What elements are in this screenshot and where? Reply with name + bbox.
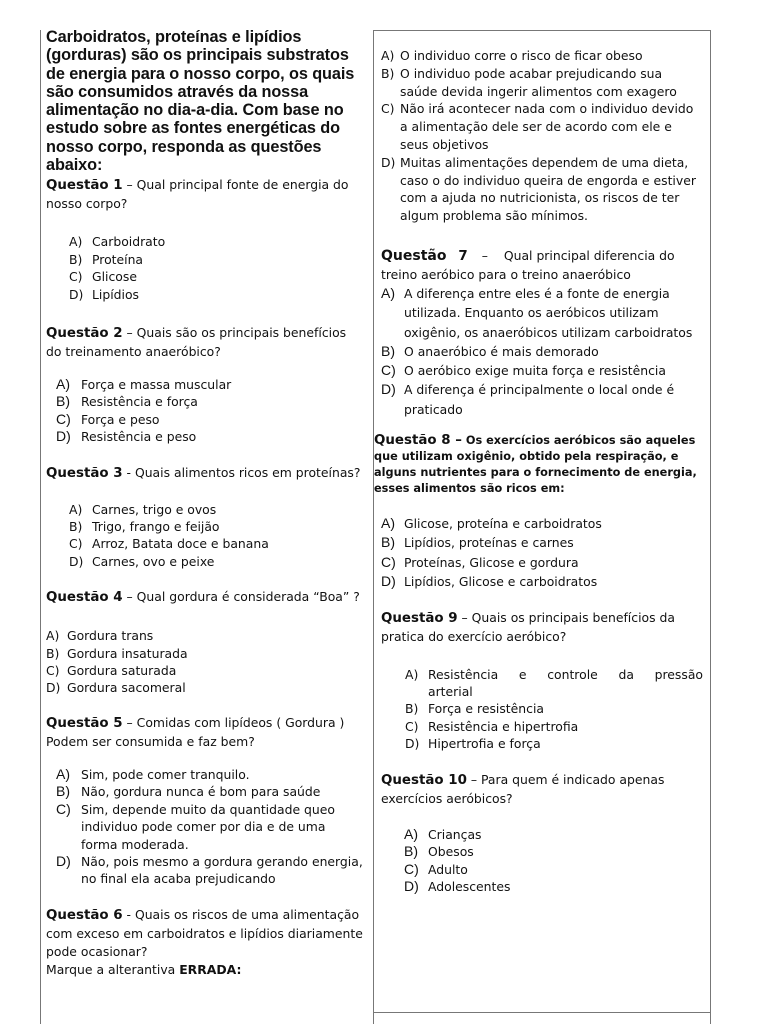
- option-4b[interactable]: [46, 645, 364, 662]
- option-7b[interactable]: [381, 342, 703, 361]
- question-7-text: Qual principal diferencia do treino aeróbico para o treino anaeróbico: [381, 247, 675, 282]
- option-8d[interactable]: [381, 572, 703, 591]
- question-3-label: Questão 3: [46, 465, 123, 481]
- option-text: Proteínas, Glicose e gordura: [404, 554, 579, 570]
- option-marker: D): [56, 852, 71, 869]
- question-1: [46, 176, 364, 213]
- option-9d[interactable]: [381, 735, 703, 752]
- option-text: Sim, depende muito da quantidade queo individuo pode comer por dia e de uma forma moderada.: [81, 801, 335, 852]
- frame-line-right: [710, 30, 711, 1024]
- frame-line-left: [40, 30, 41, 1024]
- option-marker: C): [405, 718, 419, 734]
- question-6-text: - Quais os riscos de uma alimentação com exceso em carboidratos e lipídios diariamente pode ocasionar?: [46, 906, 363, 959]
- question-9-label: Questão 9: [381, 610, 458, 626]
- option-marker: D): [404, 877, 419, 894]
- left-column: [46, 28, 364, 979]
- option-4c[interactable]: [46, 662, 364, 679]
- option-1a[interactable]: [46, 233, 364, 250]
- option-4a[interactable]: [46, 627, 364, 644]
- option-5c[interactable]: [46, 801, 364, 853]
- option-marker: A): [46, 628, 60, 644]
- option-marker: B): [56, 783, 70, 800]
- option-text: Carnes, trigo e ovos: [92, 501, 217, 517]
- option-text: O individuo pode acabar prejudicando sua saúde devida ingerir alimentos com exagero: [400, 65, 677, 99]
- question-4-label: Questão 4: [46, 590, 123, 606]
- option-text: Glicose: [92, 269, 137, 285]
- option-marker: B): [381, 342, 395, 359]
- option-text: Gordura trans: [67, 628, 154, 644]
- option-text: Carboidrato: [92, 234, 166, 250]
- option-text: O anaeróbico é mais demorado: [404, 343, 599, 359]
- option-marker: C): [381, 101, 395, 117]
- option-4d[interactable]: [46, 679, 364, 696]
- option-marker: D): [381, 381, 396, 398]
- option-text: Adulto: [428, 861, 468, 877]
- option-9c[interactable]: [381, 718, 703, 735]
- right-column: [374, 47, 703, 895]
- option-text: O aeróbico exige muita força e resistência: [404, 363, 666, 379]
- option-marker: A): [69, 501, 83, 517]
- option-text: Gordura insaturada: [67, 645, 188, 661]
- option-5d[interactable]: [46, 853, 364, 888]
- question-6-options: [381, 47, 703, 225]
- option-marker: D): [46, 680, 61, 696]
- option-marker: B): [46, 645, 60, 661]
- option-marker: C): [56, 800, 71, 817]
- option-marker: A): [69, 234, 83, 250]
- option-7d[interactable]: [381, 380, 703, 419]
- option-marker: D): [405, 736, 420, 752]
- option-text: Resistência e força: [81, 394, 198, 410]
- option-marker: A): [381, 515, 395, 532]
- option-6a[interactable]: [381, 47, 703, 65]
- question-1-text: – Qual principal fonte de energia do nosso corpo?: [46, 177, 349, 212]
- option-10a[interactable]: [381, 826, 703, 843]
- option-3d[interactable]: [46, 553, 364, 570]
- option-2b[interactable]: [46, 393, 364, 410]
- option-7a[interactable]: [381, 284, 703, 342]
- option-text: Força e resistência: [428, 701, 544, 717]
- question-3-options: [46, 501, 364, 571]
- option-5b[interactable]: [46, 783, 364, 800]
- instruction-emphasis: ERRADA:: [179, 961, 242, 977]
- option-marker: C): [381, 362, 396, 379]
- option-10c[interactable]: [381, 861, 703, 878]
- option-marker: B): [405, 701, 419, 717]
- option-text: Proteína: [92, 251, 144, 267]
- question-7-dash: –: [481, 247, 488, 263]
- question-8-text: Os exercícios aeróbicos são aqueles que utilizam oxigênio, obtido pela respiração, e alguns nutrientes para o fornecimento de energia, esses alimentos são ricos em:: [374, 434, 697, 496]
- option-10b[interactable]: [381, 843, 703, 860]
- question-5-options: [46, 766, 364, 888]
- option-1c[interactable]: [46, 268, 364, 285]
- question-1-options: [46, 233, 364, 303]
- option-marker: A): [56, 765, 70, 782]
- option-marker: C): [46, 663, 60, 679]
- option-marker: B): [69, 519, 83, 535]
- option-3b[interactable]: [46, 518, 364, 535]
- option-text: Não, gordura nunca é bom para saúde: [81, 784, 321, 800]
- option-text: Força e peso: [81, 411, 160, 427]
- option-text: Carnes, ovo e peixe: [92, 553, 215, 569]
- question-10-text: – Para quem é indicado apenas exercícios aeróbicos?: [381, 771, 665, 806]
- option-marker: B): [381, 65, 395, 81]
- question-10-options: [381, 826, 703, 896]
- question-6-instruction: [46, 961, 364, 979]
- question-9: [381, 609, 703, 646]
- option-marker: C): [404, 860, 419, 877]
- option-text: Sim, pode comer tranquilo.: [81, 766, 250, 782]
- option-text: Adolescentes: [428, 878, 511, 894]
- question-9-text: – Quais os principais benefícios da pratica do exercício aeróbico?: [381, 609, 675, 644]
- question-7-label: Questão: [381, 247, 447, 264]
- option-marker: D): [381, 154, 396, 170]
- option-text: Gordura saturada: [67, 663, 177, 679]
- question-3-text: - Quais alimentos ricos em proteínas?: [122, 464, 361, 480]
- option-6c[interactable]: [381, 100, 703, 153]
- option-1d[interactable]: [46, 286, 364, 303]
- option-marker: C): [56, 410, 71, 427]
- option-marker: A): [404, 825, 418, 842]
- question-7-number: 7: [458, 248, 468, 264]
- option-text: Resistência e hipertrofia: [428, 718, 579, 734]
- question-8-options: [381, 514, 703, 592]
- option-text: Hipertrofia e força: [428, 736, 541, 752]
- option-text: Lipídios, Glicose e carboidratos: [404, 574, 598, 590]
- option-9a[interactable]: [381, 666, 703, 701]
- intro-text: Carboidratos, proteínas e lipídios (gorduras) são os principais substratos de energia para o nosso corpo, os quais são consumidos através da nossa alimentação no dia-a-dia. Com base no estudo sobre as fontes energéticas do nosso corpo, responda as questões abaixo:: [46, 28, 355, 175]
- option-text: Glicose, proteína e carboidratos: [404, 516, 602, 532]
- option-7c[interactable]: [381, 361, 703, 380]
- option-marker: A): [381, 284, 395, 301]
- option-marker: B): [381, 534, 395, 551]
- option-3c[interactable]: [46, 535, 364, 552]
- question-6: [46, 906, 364, 961]
- question-10-label: Questão 10: [381, 772, 467, 788]
- option-10d[interactable]: [381, 878, 703, 895]
- frame-line-bottom: [373, 1012, 711, 1013]
- question-4-options: [46, 627, 364, 697]
- option-text: Lipídios, proteínas e carnes: [404, 535, 574, 551]
- option-3a[interactable]: [46, 501, 364, 518]
- option-6d[interactable]: [381, 154, 703, 225]
- option-1b[interactable]: [46, 251, 364, 268]
- option-5a[interactable]: [46, 766, 364, 783]
- option-text: O individuo corre o risco de ficar obeso: [400, 48, 643, 63]
- question-8-label: Questão 8 –: [374, 433, 462, 449]
- option-marker: D): [381, 573, 396, 590]
- option-text: Muitas alimentações dependem de uma dieta, caso o do individuo queira de engorda e estiver com a ajuda no nutricionista, os riscos de ter algum problema são mínimos.: [400, 154, 696, 224]
- question-4: [46, 588, 364, 607]
- option-8c[interactable]: [381, 553, 703, 572]
- option-2c[interactable]: [46, 411, 364, 428]
- option-text: Obesos: [428, 844, 474, 860]
- option-marker: A): [405, 666, 419, 682]
- option-text: Não, pois mesmo a gordura gerando energia, no final ela acaba prejudicando: [81, 853, 363, 887]
- question-5-text: – Comidas com lipídeos ( Gordura ) Podem ser consumida e faz bem?: [46, 714, 345, 749]
- option-marker: B): [69, 251, 83, 267]
- question-3: [46, 464, 364, 483]
- question-10: [381, 771, 703, 808]
- option-marker: D): [69, 553, 84, 569]
- question-8: [374, 433, 703, 497]
- option-2d[interactable]: [46, 428, 364, 445]
- option-text: Resistência e peso: [81, 429, 197, 445]
- question-7: [381, 247, 703, 284]
- question-2-options: [46, 376, 364, 446]
- option-marker: A): [381, 48, 395, 63]
- frame-line-middle: [373, 30, 374, 1024]
- question-5-label: Questão 5: [46, 715, 123, 731]
- option-marker: C): [69, 536, 83, 552]
- question-7-options: [381, 284, 703, 419]
- option-text: Trigo, frango e feijão: [92, 519, 220, 535]
- option-9b[interactable]: [381, 700, 703, 717]
- option-marker: D): [69, 286, 84, 302]
- option-marker: A): [56, 376, 70, 392]
- option-text: A diferença é principalmente o local onde é praticado: [404, 382, 675, 417]
- option-text: Crianças: [428, 826, 482, 842]
- option-8a[interactable]: [381, 514, 703, 533]
- option-8b[interactable]: [381, 533, 703, 552]
- option-text: Gordura sacomeral: [67, 680, 186, 696]
- option-text: Resistência e controle da pressão arterial: [428, 666, 703, 700]
- question-2-text: – Quais são os principais benefícios do treinamento anaeróbico?: [46, 325, 347, 359]
- option-text: Força e massa muscular: [81, 377, 232, 392]
- instruction-text: Marque a alterantiva: [46, 961, 180, 977]
- question-1-label: Questão 1: [46, 178, 123, 194]
- option-text: Arroz, Batata doce e banana: [92, 536, 269, 552]
- question-2-label: Questão 2: [46, 326, 123, 341]
- option-2a[interactable]: [46, 376, 364, 393]
- question-4-text: – Qual gordura é considerada “Boa” ?: [122, 589, 360, 605]
- option-marker: B): [56, 393, 70, 410]
- option-text: A diferença entre eles é a fonte de energia utilizada. Enquanto os aeróbicos utilizam oxigênio, os anaeróbicos utilizam carboidratos: [404, 285, 693, 340]
- option-marker: B): [404, 843, 418, 860]
- option-marker: C): [381, 553, 396, 570]
- option-marker: D): [56, 428, 71, 445]
- question-6-label: Questão 6: [46, 907, 123, 923]
- question-9-options: [381, 666, 703, 753]
- option-marker: C): [69, 269, 83, 285]
- question-2: [46, 324, 364, 361]
- option-text: Lipídios: [92, 286, 139, 302]
- frame-line-top: [373, 30, 711, 31]
- question-5: [46, 714, 364, 751]
- option-text: Não irá acontecer nada com o individuo devido a alimentação dele ser de acordo com ele e seus objetivos: [400, 101, 694, 152]
- option-6b[interactable]: [381, 65, 703, 101]
